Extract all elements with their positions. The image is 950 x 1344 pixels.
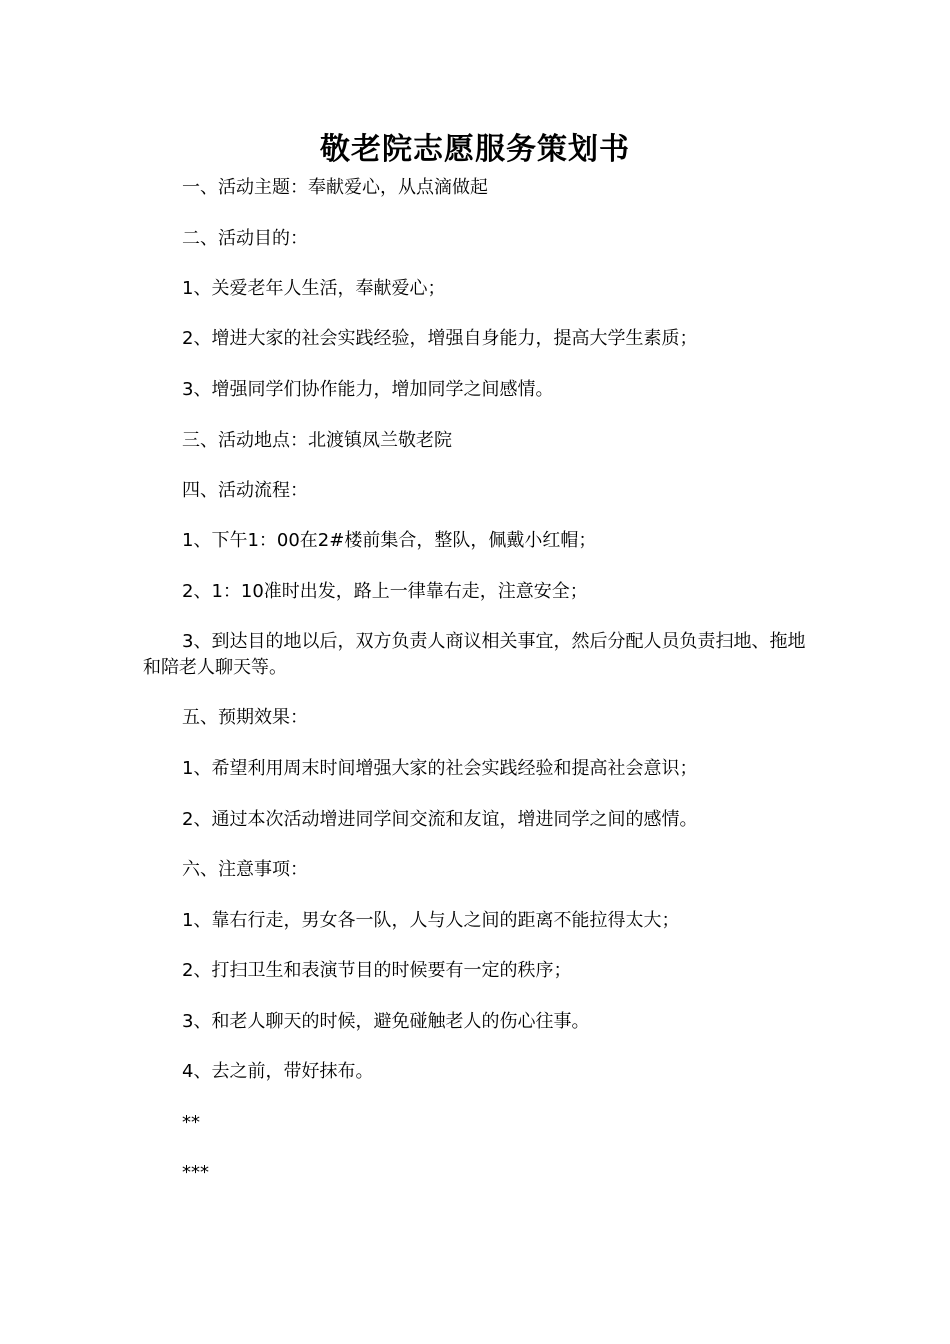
purpose-item-3: 3、增强同学们协作能力，增加同学之间感情。 — [182, 379, 554, 400]
process-item-2: 2、1：10准时出发，路上一律靠右走，注意安全； — [182, 581, 588, 602]
notes-item-3: 3、和老人聊天的时候，避免碰触老人的伤心往事。 — [182, 1011, 590, 1032]
notes-item-2: 2、打扫卫生和表演节目的时候要有一定的秩序； — [182, 960, 572, 981]
section-effect-heading: 五、预期效果： — [182, 707, 308, 728]
document-title: 敬老院志愿服务策划书 — [320, 132, 630, 167]
effect-item-2: 2、通过本次活动增进同学间交流和友谊，增进同学之间的感情。 — [182, 809, 698, 830]
section-theme: 一、活动主题：奉献爱心，从点滴做起 — [182, 177, 488, 198]
process-item-1: 1、下午1：00在2#楼前集合，整队，佩戴小红帽； — [182, 530, 597, 551]
section-purpose-heading: 二、活动目的： — [182, 228, 308, 249]
section-process-heading: 四、活动流程： — [182, 480, 308, 501]
purpose-item-2: 2、增进大家的社会实践经验，增强自身能力，提高大学生素质； — [182, 328, 698, 349]
asterisk-line-2: *** — [182, 1162, 209, 1183]
effect-item-1: 1、希望利用周末时间增强大家的社会实践经验和提高社会意识； — [182, 758, 698, 779]
process-item-3: 3、到达目的地以后，双方负责人商议相关事宜，然后分配人员负责扫地、拖地和陪老人聊天等。 — [143, 631, 806, 678]
notes-item-1: 1、靠右行走，男女各一队，人与人之间的距离不能拉得太大； — [182, 910, 680, 931]
section-notes-heading: 六、注意事项： — [182, 859, 308, 880]
section-location: 三、活动地点：北渡镇凤兰敬老院 — [182, 430, 452, 451]
purpose-item-1: 1、关爱老年人生活，奉献爱心； — [182, 278, 446, 299]
asterisk-line-1: ** — [182, 1112, 200, 1133]
notes-item-4: 4、去之前，带好抹布。 — [182, 1061, 374, 1082]
